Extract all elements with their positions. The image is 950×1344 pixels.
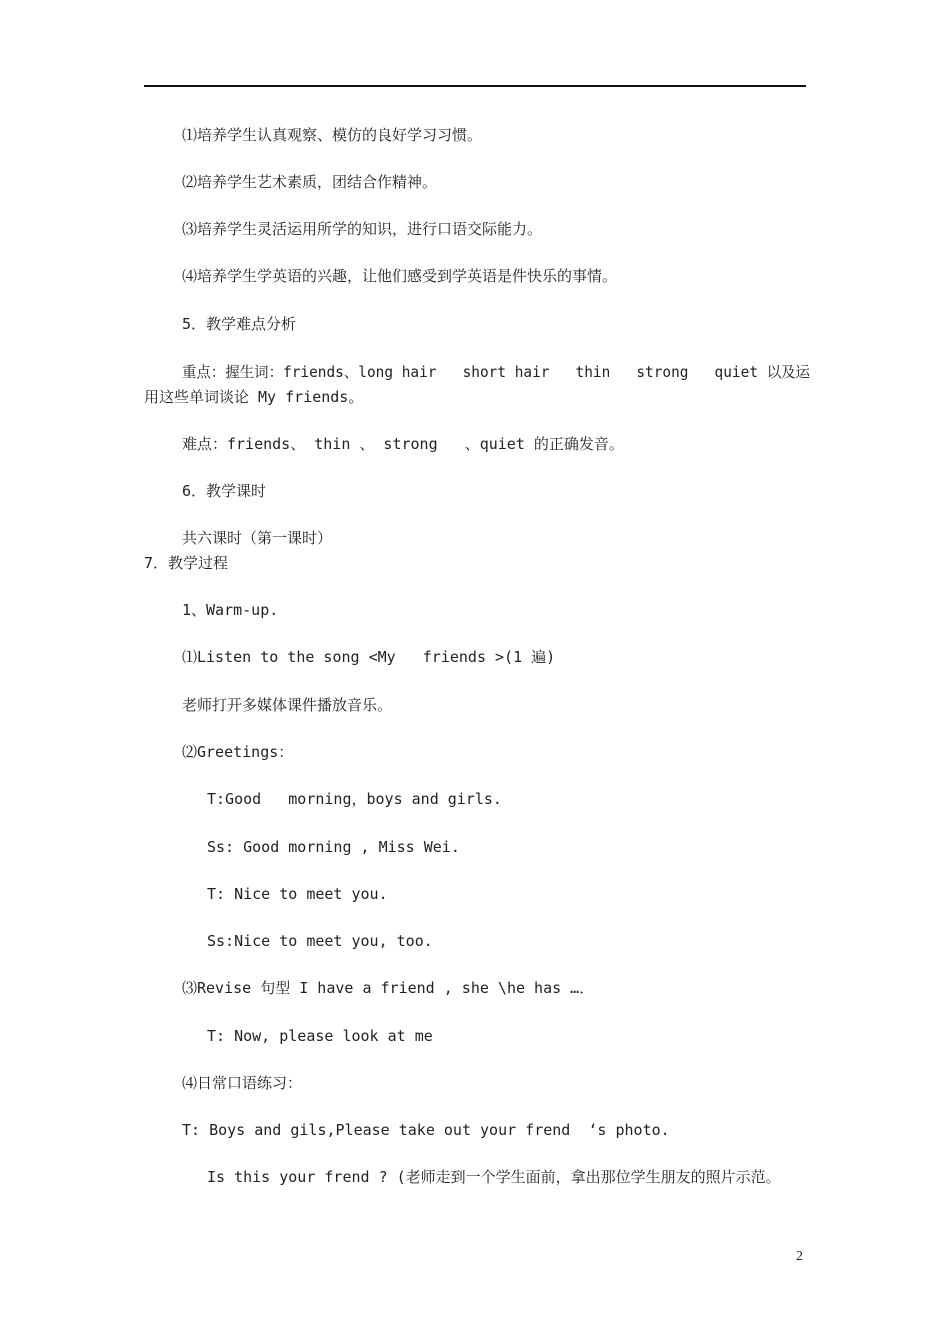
section-6-heading: 6．教学课时 bbox=[182, 482, 267, 500]
objective-2: ⑵培养学生艺术素质，团结合作精神。 bbox=[182, 173, 438, 191]
warm-up-heading: 1、Warm-up. bbox=[182, 601, 279, 619]
section-7-heading: 7．教学过程 bbox=[144, 554, 229, 572]
dialogue-line: T: Nice to meet you. bbox=[207, 885, 388, 903]
objective-4: ⑷培养学生学英语的兴趣，让他们感受到学英语是件快乐的事情。 bbox=[182, 267, 618, 285]
header-rule bbox=[144, 85, 806, 87]
key-points-line-2: 用这些单词谈论 My friends。 bbox=[144, 388, 364, 406]
objective-3: ⑶培养学生灵活运用所学的知识，进行口语交际能力。 bbox=[182, 220, 543, 238]
teacher-plays-music: 老师打开多媒体课件播放音乐。 bbox=[182, 696, 393, 714]
objective-1: ⑴培养学生认真观察、模仿的良好学习习惯。 bbox=[182, 126, 483, 144]
dialogue-line: T: Boys and gils,Please take out your frend ‘s photo. bbox=[182, 1121, 670, 1139]
lesson-count: 共六课时（第一课时） bbox=[182, 529, 333, 547]
dialogue-line: T: Now, please look at me bbox=[207, 1027, 433, 1045]
step-listen-song: ⑴Listen to the song <My friends >(1 遍) bbox=[182, 648, 556, 666]
dialogue-line: Ss:Nice to meet you, too. bbox=[207, 932, 433, 950]
dialogue-line: Is this your frend ? (老师走到一个学生面前，拿出那位学生朋友的照片示范。 bbox=[207, 1168, 781, 1186]
difficult-points: 难点：friends、 thin 、 strong 、quiet 的正确发音。 bbox=[182, 435, 624, 453]
step-greetings: ⑵Greetings： bbox=[182, 743, 294, 761]
section-5-heading: 5．教学难点分析 bbox=[182, 315, 297, 333]
key-points-line-1: 重点：握生词：friends、long hair short hair thin strong quiet 以及运 bbox=[182, 363, 810, 381]
page-number: 2 bbox=[796, 1249, 803, 1264]
dialogue-line: Ss: Good morning , Miss Wei. bbox=[207, 838, 460, 856]
step-revise: ⑶Revise 句型 I have a friend , she \he has …． bbox=[182, 979, 595, 997]
step-oral-practice: ⑷日常口语练习： bbox=[182, 1074, 303, 1092]
dialogue-line: T:Good morning，boys and girls. bbox=[207, 790, 502, 808]
